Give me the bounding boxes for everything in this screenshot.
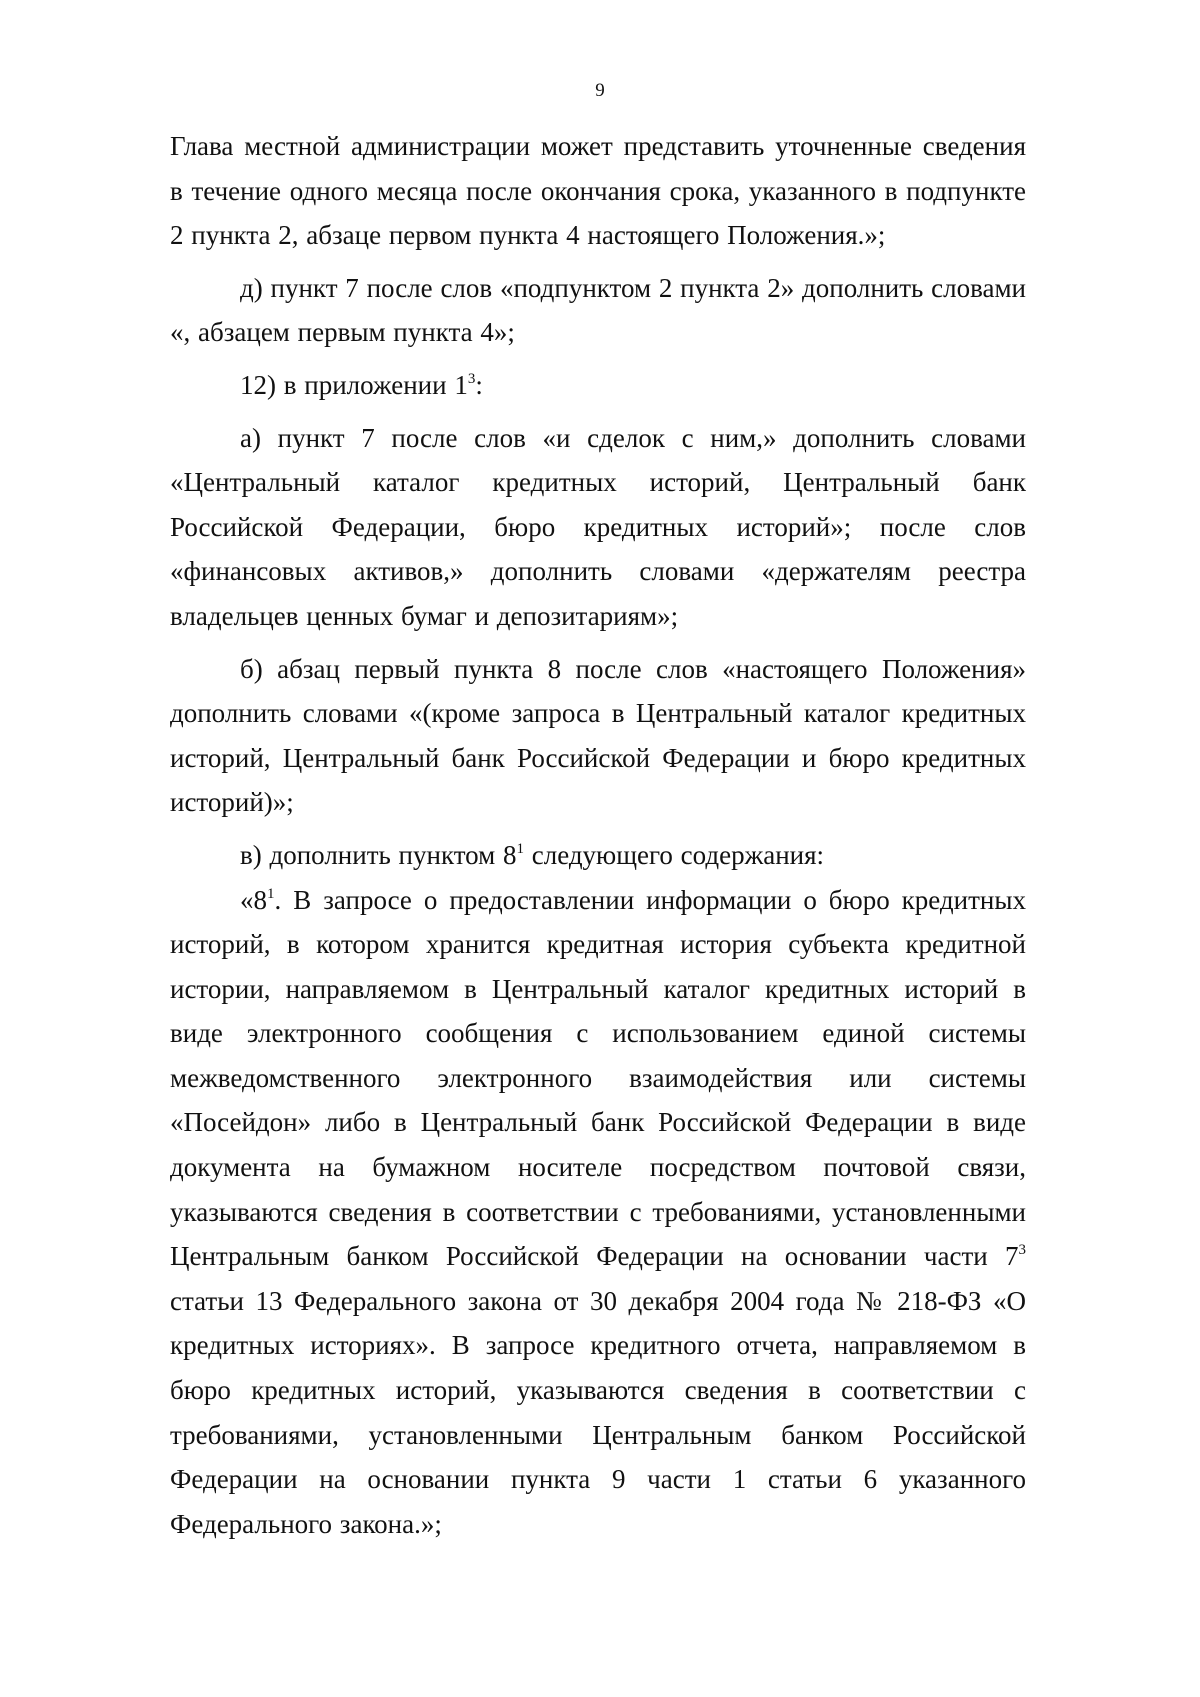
superscript: 1 xyxy=(267,885,275,902)
paragraph-12-text: 12) в приложении 1 xyxy=(240,369,468,400)
clause-text-part2: статьи 13 Федерального закона от 30 декабря 2004 года № 218-ФЗ «О кредитных историях». В запросе кредитного отчета, направляемом в бюро кредитных историй, указываются сведения в соответствии с требованиями, установленными Центральным банком Российской Федерации на основании пункта 9 части 1 статьи 6 указанного Федерального закона.»; xyxy=(170,1285,1026,1539)
paragraph-continuation: Глава местной администрации может представить уточненные сведения в течение одного месяца после окончания срока, указанного в подпункте 2 пункта 2, абзаце первом пункта 4 настоящего Положения.»; xyxy=(170,131,1026,251)
clause-number: «8 xyxy=(240,884,267,915)
page-number: 9 xyxy=(595,80,605,101)
document-body xyxy=(170,124,1026,1546)
superscript: 3 xyxy=(467,370,476,387)
superscript: 3 xyxy=(1018,1242,1026,1259)
paragraph-8-1 xyxy=(170,878,1026,1547)
clause-text-part1: . В запросе о предоставлении информации о бюро кредитных историй, в котором хранится кредитная история субъекта кредитной истории, направляемом в Центральный каталог кредитных историй в виде электронного сообщения с использованием единой системы межведомственного электронного взаимодействия или системы «Посейдон» либо в Центральный банк Российской Федерации в виде документа на бумажном носителе посредством почтовой связи, указываются сведения в соответствии с требованиями, установленными Центральным банком Российской Федерации на основании части 7 xyxy=(170,884,1026,1272)
paragraph-v xyxy=(170,833,1026,878)
paragraph-v-text: в) дополнить пунктом 8 xyxy=(240,839,517,870)
paragraph-12 xyxy=(170,363,1026,408)
paragraph-v-tail: следующего содержания: xyxy=(523,839,825,870)
superscript: 1 xyxy=(516,840,524,857)
paragraph-b: б) абзац первый пункта 8 после слов «настоящего Положения» дополнить словами «(кроме запроса в Центральный каталог кредитных историй, Центральный банк Российской Федерации и бюро кредитных историй)»; xyxy=(170,653,1026,818)
paragraph-12-colon: : xyxy=(475,369,483,400)
paragraph-a: а) пункт 7 после слов «и сделок с ним,» дополнить словами «Центральный каталог кредитных историй, Центральный банк Российской Федерации, бюро кредитных историй»; после слов «финансовых активов,» дополнить словами «держателям реестра владельцев ценных бумаг и депозитариям»; xyxy=(170,422,1026,631)
paragraph-d: д) пункт 7 после слов «подпунктом 2 пункта 2» дополнить словами «, абзацем первым пункта 4»; xyxy=(170,272,1026,348)
